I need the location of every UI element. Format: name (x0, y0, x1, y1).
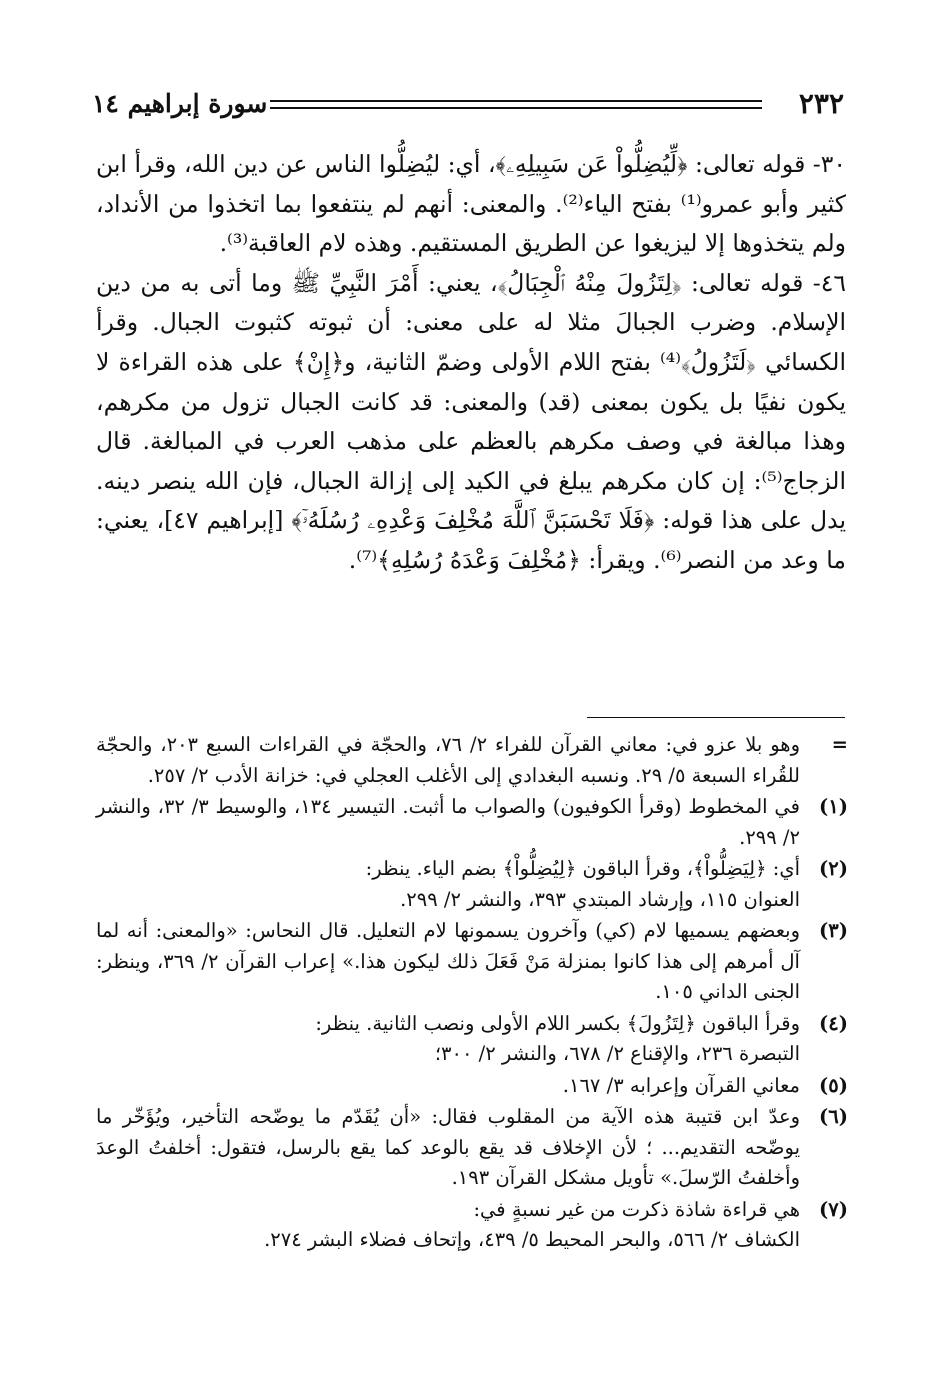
footnote-text: وبعضهم يسميها لام (كي) وآخرون يسمونها لام التعليل. قال النحاس: «والمعنى: أنه لما آل أمرهم إلى هذا كانوا بمنزلة مَنْ فَعَلَ ذلك ليكون هذا.» إعراب القرآن ٢/ ٣٦٩، وينظر: الجنى الداني ١٠٥. (96, 919, 800, 1003)
footnote-5 (96, 1071, 848, 1102)
page-number: ٢٣٢ (798, 87, 844, 120)
running-header (92, 86, 844, 126)
footnote-text: وهو بلا عزو في: معاني القرآن للفراء ٢/ ٧٦، والحجّة في القراءات السبع ٢٠٣، والحجّة للقُراء السبعة ٥/ ٢٩. ونسبه البغدادي إلى الأغلب العجلي في: خزانة الأدب ٢/ ٢٥٧. (96, 733, 800, 787)
paragraph-verse-46: ٤٦- قوله تعالى: ﴿لِتَزُولَ مِنْهُ ٱلْجِبَالُ﴾، يعني: أَمْرَ النَّبِيِّ ﷺ وما أتى به من دين الإسلام. وضرب الجبالَ مثلا له على معنى: أن ثبوته كثبوت الجبال. وقرأ الكسائي ﴿لَتَزُولُ﴾⁽⁴⁾ بفتح اللام الأولى وضمّ الثانية، و﴿إِنْ﴾ على هذه القراءة لا يكون نفيًا بل يكون بمعنى (قد) والمعنى: قد كانت الجبال تزول من مكرهم، وهذا مبالغة في وصف مكرهم بالعظم على مذهب العرب في المبالغة. قال الزجاج⁽⁵⁾: إن كان مكرهم يبلغ في الكيد إلى إزالة الجبال، فإن الله ينصر دينه. يدل على هذا قوله: ﴿فَلَا تَحْسَبَنَّ ٱللَّهَ مُخْلِفَ وَعْدِهِۦ رُسُلَهُۥٓ﴾ [إبراهيم ٤٧]، يعني: ما وعد من النصر⁽⁶⁾. ويقرأ: ﴿مُخْلِفَ وَعْدَهُ رُسُلِهِ﴾⁽⁷⁾. (96, 268, 846, 574)
footnote-4 (96, 1009, 848, 1070)
footnote-continued (96, 730, 848, 791)
footnote-marker: (٥) (819, 1073, 848, 1097)
footnote-text: العنوان ١١٥، وإرشاد المبتدي ٣٩٣، والنشر ٢/ ٢٩٩. (400, 887, 800, 911)
footnote-marker: (١) (819, 795, 848, 818)
footnote-text: وقرأ الباقون ﴿لِتَزُولَ﴾ بكسر اللام الأولى ونصب الثانية. ينظر: (315, 1011, 800, 1035)
footnote-separator (587, 717, 845, 718)
footnote-text: هي قراءة شاذة ذكرت من غير نسبةٍ في: (473, 1197, 800, 1221)
paragraph-verse-30: ٣٠- قوله تعالى: ﴿لِّيُضِلُّواْ عَن سَبِيلِهِۦ﴾، أي: ليُضِلُّوا الناس عن دين الله، وقرأ ابن كثير وأبو عمرو⁽¹⁾ بفتح الياء⁽²⁾. والمعنى: أنهم لم ينتفعوا بما اتخذوا من الأنداد، ولم يتخذوها إلا ليزيغوا عن الطريق المستقيم. وهذه لام العاقبة⁽³⁾. (96, 150, 846, 258)
footnote-2 (96, 854, 848, 915)
main-text (96, 145, 846, 581)
footnote-3 (96, 916, 848, 1008)
footnote-6 (96, 1102, 848, 1194)
header-double-rule (270, 100, 762, 109)
footnote-marker: (٦) (819, 1105, 848, 1128)
footnote-text: وعدّ ابن قتيبة هذه الآية من المقلوب فقال: «أن يُقَدّم ما يوضّحه التأخير، ويُؤَخّر ما يوضّحه التقديم... ؛ لأن الإخلاف قد يقع بالوعد كما يقع بالرسل، فتقول: أخلفتُ الوعدَ وأخلفتُ الرّسلَ.» تأويل مشكل القرآن ١٩٣. (96, 1105, 800, 1189)
footnote-text: التبصرة ٢٣٦، والإقناع ٢/ ٦٧٨، والنشر ٢/ ٣٠٠؛ (434, 1042, 800, 1065)
footnote-text: معاني القرآن وإعرابه ٣/ ١٦٧. (562, 1073, 800, 1097)
footnote-marker: (٢) (819, 857, 848, 880)
footnote-text: أي: ﴿لِيَضِلُّواْ﴾، وقرأ الباقون ﴿لِيُضِلُّواْ﴾ بضم الياء. ينظر: (365, 857, 800, 880)
footnote-1 (96, 792, 848, 853)
footnote-marker: = (831, 733, 848, 756)
footnote-marker: (٧) (819, 1197, 848, 1221)
footnotes (96, 730, 848, 1257)
footnote-marker: (٤) (819, 1011, 848, 1035)
sura-title: سورة إبراهيم ١٤ (92, 89, 268, 118)
footnote-text: في المخطوط (وقرأ الكوفيون) والصواب ما أثبت. التيسير ١٣٤، والوسيط ٣/ ٣٢، والنشر ٢/ ٢٩٩. (96, 795, 800, 849)
footnote-7 (96, 1195, 848, 1256)
footnote-marker: (٣) (819, 919, 848, 942)
footnote-text: الكشاف ٢/ ٥٦٦، والبحر المحيط ٥/ ٤٣٩، وإتحاف فضلاء البشر ٢٧٤. (264, 1228, 800, 1251)
